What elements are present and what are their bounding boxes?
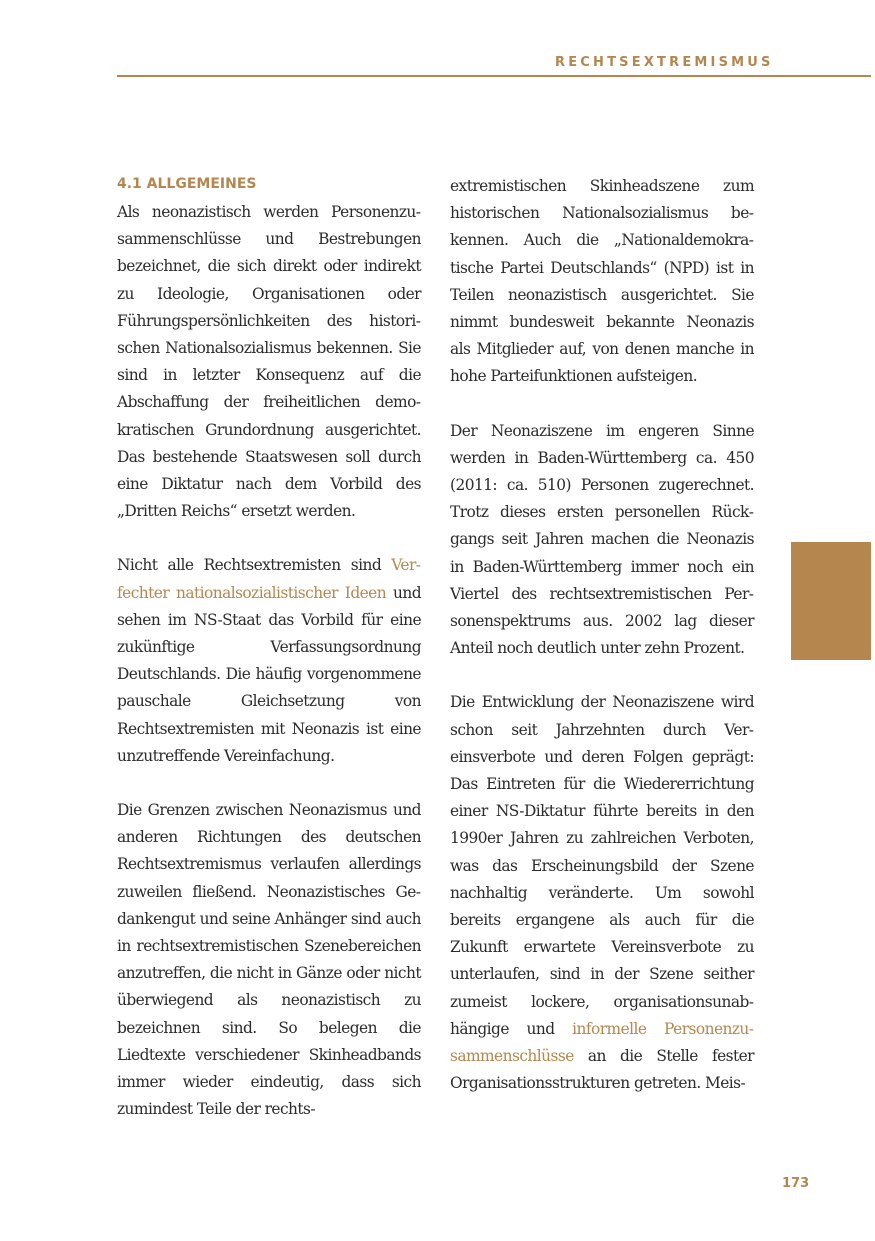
paragraph-text: Die Entwicklung der Neonaziszene wird schon seit Jahrzehnten durch Vereinsverbote und deren Folgen geprägt: Das Eintreten für die Wiedererrichtung einer NS-Diktatur führte bereits in den 1990er Jahren zu zahlreichen Verboten, was das Erscheinungsbild der Szene nachhaltig veränderte. Um sowohl bereits ergangene als auch für die Zukunft erwartete Vereinsverbote zu unterlaufen, sind in der Szene seither zumeist lockere, organisationsunabhängige und <box>450 693 754 1038</box>
left-column <box>117 173 421 1151</box>
paragraph-not-all-rechtsextremisten <box>117 552 421 770</box>
glossary-link-verfechter[interactable]: Verfechter nationalsozialistischer Ideen <box>117 556 421 602</box>
glossary-link-informelle-personenzusammenschluesse[interactable]: informelle Personenzusammenschlüsse <box>450 1019 754 1066</box>
page-number: 173 <box>782 1176 810 1191</box>
chapter-tab-marker <box>791 542 871 660</box>
paragraph-entwicklung <box>450 689 754 1097</box>
header-rule <box>117 75 871 77</box>
paragraph-neonaziszene-zahlen: Der Neonaziszene im engeren Sinne werden in Baden-Württemberg ca. 450 (2011: ca. 510) Personen zugerechnet. Trotz dieses ersten personellen Rückgangs seit Jahren machen die Neonazis in Baden-Württemberg immer noch ein Viertel des rechtsextremistischen Personenspektrums aus. 2002 lag dieser Anteil noch deutlich unter zehn Prozent. <box>450 421 754 658</box>
paragraph-grenzen: Die Grenzen zwischen Neonazismus und anderen Richtungen des deutschen Rechtsextremismus verlaufen allerdings zuweilen fließend. Neonazistisches Gedankengut und seine Anhänger sind auch in rechtsextremistischen Szenebereichen anzutreffen, die nicht in Gänze oder nicht überwiegend als neonazistisch zu bezeichnen sind. So belegen die Liedtexte verschiedener Skinheadbands immer wieder eindeutig, dass sich zumindest Teile der rechts- <box>117 801 421 1119</box>
running-title: RECHTSEXTREMISMUS <box>555 55 774 70</box>
right-column <box>450 173 754 1125</box>
section-heading: 4.1 ALLGEMEINES <box>117 176 257 192</box>
paragraph-skinheadszene: extremistischen Skinheadszene zum historischen Nationalsozialismus bekennen. Auch die „Nationaldemokratische Partei Deutschlands“ (NPD) ist in Teilen neonazistisch ausgerichtet. Sie nimmt bundesweit bekannte Neonazis als Mitglieder auf, von denen manche in hohe Parteifunktionen aufsteigen. <box>450 177 754 386</box>
paragraph-text: an die Stelle fester Organisationsstrukturen getreten. Meis- <box>450 1047 754 1093</box>
paragraph-definition: Als neonazistisch werden Personenzusammenschlüsse und Bestrebungen bezeichnet, die sich direkt oder indirekt zu Ideologie, Organisationen oder Führungspersönlichkeiten des historischen Nationalsozialismus bekennen. Sie sind in letzter Konsequenz auf die Abschaffung der freiheitlichen demokratischen Grundordnung ausgerichtet. Das bestehende Staatswesen soll durch eine Diktatur nach dem Vorbild des „Dritten Reichs“ ersetzt werden. <box>117 203 421 521</box>
paragraph-text: und sehen im NS-Staat das Vorbild für eine zukünftige Verfassungsordnung Deutschlands. Die häufig vorgenommene pauschale Gleichsetzung von Rechtsextremisten mit Neonazis ist eine unzutreffende Vereinfachung. <box>117 583 421 765</box>
paragraph-text: Nicht alle Rechtsextremisten sind <box>117 556 392 575</box>
